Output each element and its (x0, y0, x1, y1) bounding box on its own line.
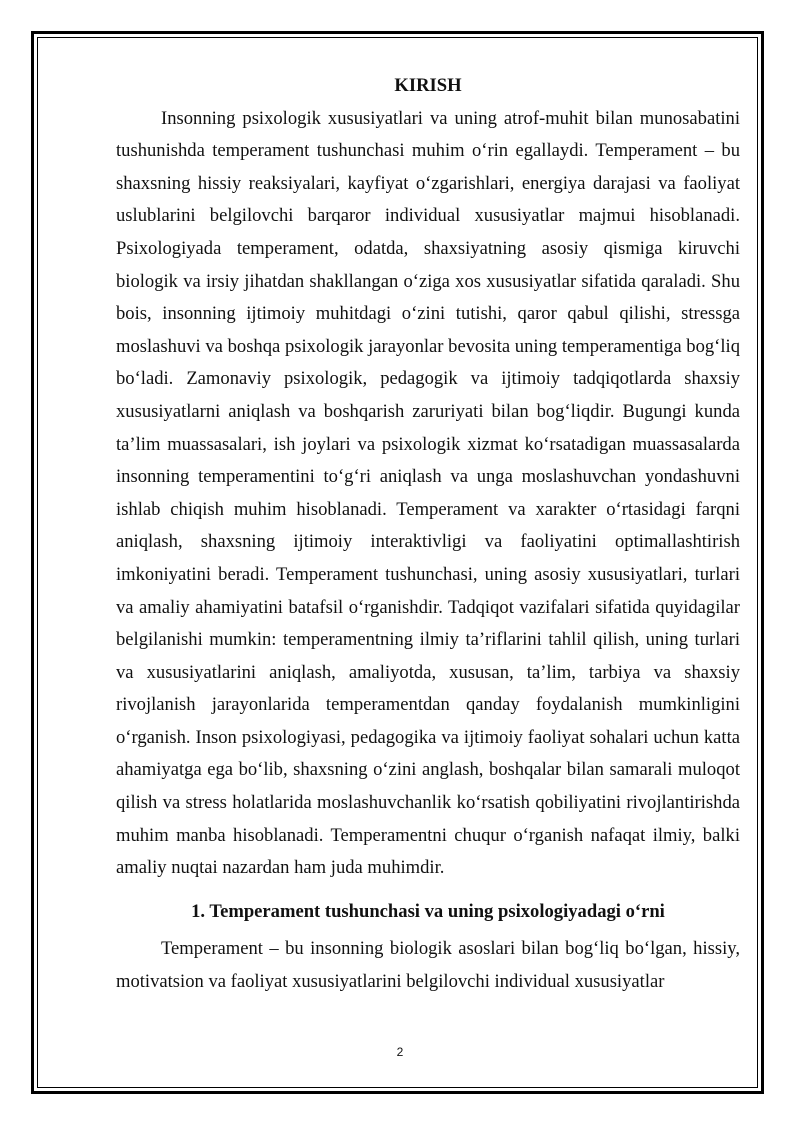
section-paragraph: Temperament – bu insonning biologik asoslari bilan bog‘liq bo‘lgan, hissiy, motivatsion va faoliyat xususiyatlarini belgilovchi individual xususiyatlar (116, 938, 740, 993)
page-number: 2 (396, 1045, 404, 1059)
intro-heading: KIRISH (394, 75, 462, 96)
document-body (116, 70, 740, 999)
section-heading: 1. Temperament tushunchasi va uning psixologiyadagi o‘rni (191, 900, 665, 922)
intro-paragraph: Insonning psixologik xususiyatlari va uning atrof-muhit bilan munosabatini tushunishda temperament tushunchasi muhim o‘rin egallaydi. Temperament – bu shaxsning hissiy reaksiyalari, kayfiyat o‘zgarishlari, energiya darajasi va faoliyat uslublarini belgilovchi barqaror individual xususiyatlar majmui hisoblanadi. Psixologiyada temperament, odatda, shaxsiyatning asosiy qismiga kiruvchi biologik va irsiy jihatdan shakllangan o‘ziga xos xususiyatlar sifatida qaraladi. Shu bois, insonning ijtimoiy muhitdagi o‘zini tutishi, qaror qabul qilishi, stressga moslashuvi va boshqa psixologik jarayonlar bevosita uning temperamentiga bog‘liq bo‘ladi. Zamonaviy psixologik, pedagogik va ijtimoiy tadqiqotlarda shaxsiy xususiyatlarni aniqlash va boshqarish zaruriyati bilan bog‘liqdir. Bugungi kunda ta’lim muassasalari, ish joylari va psixologik xizmat ko‘rsatadigan muassasalarda insonning temperamentini to‘g‘ri aniqlash va unga moslashuvchan yondashuvni ishlab chiqish muhim hisoblanadi. Temperament va xarakter o‘rtasidagi farqni aniqlash, shaxsning ijtimoiy interaktivligi va faoliyatini optimallashtirish imkoniyatini beradi. Temperament tushunchasi, uning asosiy xususiyatlari, turlari va amaliy ahamiyatini batafsil o‘rganishdir. Tadqiqot vazifalari sifatida quyidagilar belgilanishi mumkin: temperamentning ilmiy ta’riflarini tahlil qilish, uning turlari va xususiyatlarini aniqlash, amaliyotda, xususan, ta’lim, tarbiya va shaxsiy rivojlanish jarayonlarida temperamentdan qanday foydalanish mumkinligini o‘rganish. Inson psixologiyasi, pedagogika va ijtimoiy faoliyat sohalari uchun katta ahamiyatga ega bo‘lib, shaxsning o‘zini anglash, boshqalar bilan samarali muloqot qilish va stress holatlarida moslashuvchanlik ko‘rsatish qobiliyatini rivojlantirishda muhim manba hisoblanadi. Temperamentni chuqur o‘rganish nafaqat ilmiy, balki amaliy nuqtai nazardan ham juda muhimdir. (116, 107, 740, 879)
